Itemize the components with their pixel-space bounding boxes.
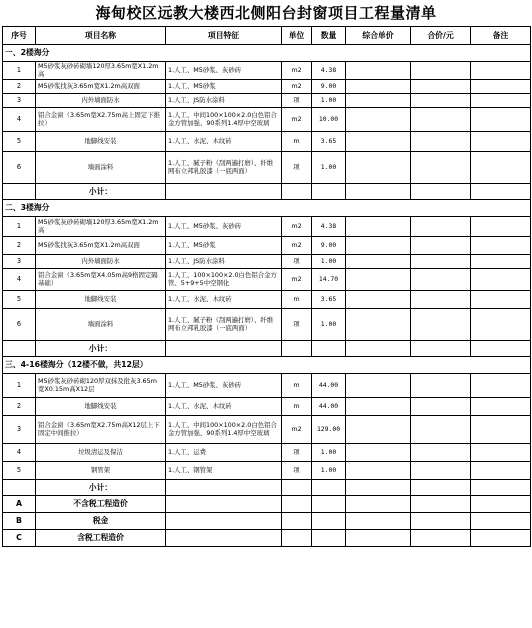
- row-unit: 项: [282, 94, 312, 108]
- table-body: [3, 27, 531, 547]
- row-amount: [411, 152, 471, 184]
- total-amount: [411, 513, 471, 530]
- row-remark: [471, 309, 531, 341]
- section-header-row: [3, 45, 531, 62]
- row-item-feature: 1.人工、M5砂浆、灰砂砖: [166, 217, 282, 237]
- row-quantity: 4.38: [312, 217, 346, 237]
- row-item-name: 地脚线安装: [36, 132, 166, 152]
- row-seq: 5: [3, 291, 36, 309]
- row-seq: 5: [3, 462, 36, 480]
- row-item-name: 钢管架: [36, 462, 166, 480]
- row-seq: 5: [3, 132, 36, 152]
- row-seq: 6: [3, 309, 36, 341]
- row-unit: m: [282, 374, 312, 398]
- row-amount: [411, 291, 471, 309]
- row-unit: m2: [282, 80, 312, 94]
- subtotal-feature: [166, 184, 282, 200]
- total-row: [3, 513, 531, 530]
- row-quantity: 1.00: [312, 462, 346, 480]
- subtotal-row: [3, 480, 531, 496]
- row-unit: 项: [282, 462, 312, 480]
- subtotal-feature: [166, 341, 282, 357]
- row-seq: 2: [3, 237, 36, 255]
- subtotal-label: 小计：: [36, 184, 166, 200]
- row-quantity: 14.70: [312, 269, 346, 291]
- row-unit: m: [282, 398, 312, 416]
- row-item-feature: 1.人工、腻子粉（刮两遍打磨）、纤维网布立邦乳胶漆（一底两面）: [166, 309, 282, 341]
- row-quantity: 1.00: [312, 152, 346, 184]
- table-row: [3, 462, 531, 480]
- row-seq: 4: [3, 444, 36, 462]
- row-unit-price: [346, 398, 411, 416]
- row-quantity: 3.65: [312, 132, 346, 152]
- subtotal-label: 小计：: [36, 341, 166, 357]
- subtotal-seq: [3, 184, 36, 200]
- row-seq: 1: [3, 62, 36, 80]
- row-seq: 6: [3, 152, 36, 184]
- row-quantity: 1.00: [312, 444, 346, 462]
- subtotal-remark: [471, 341, 531, 357]
- row-amount: [411, 62, 471, 80]
- row-unit: m2: [282, 237, 312, 255]
- row-item-feature: 1.人工、M5砂浆、灰砂砖: [166, 62, 282, 80]
- total-unit: [282, 530, 312, 547]
- row-unit-price: [346, 80, 411, 94]
- section-title: 一、2楼海分: [3, 45, 531, 62]
- total-qty: [312, 513, 346, 530]
- row-item-feature: 1.人工、中间100×100×2.0白色铝合金方管加强、90系列1.4厚中空玻璃: [166, 416, 282, 444]
- row-unit: 项: [282, 255, 312, 269]
- row-item-feature: 1.人工、腻子粉（刮两遍打磨）、纤维网布立邦乳胶漆（一底两面）: [166, 152, 282, 184]
- row-seq: 1: [3, 374, 36, 398]
- row-item-feature: 1.人工、JS防水涂料: [166, 94, 282, 108]
- row-seq: 4: [3, 269, 36, 291]
- row-quantity: 3.65: [312, 291, 346, 309]
- row-quantity: 44.00: [312, 374, 346, 398]
- subtotal-unit-price: [346, 341, 411, 357]
- subtotal-amount: [411, 184, 471, 200]
- row-unit: 项: [282, 152, 312, 184]
- row-unit-price: [346, 291, 411, 309]
- total-unit: [282, 496, 312, 513]
- row-item-name: 垃圾清运及保洁: [36, 444, 166, 462]
- row-unit-price: [346, 374, 411, 398]
- row-item-name: 地脚线安装: [36, 291, 166, 309]
- section-title: 二、3楼海分: [3, 200, 531, 217]
- row-unit-price: [346, 255, 411, 269]
- row-unit-price: [346, 444, 411, 462]
- total-label: 不含税工程造价: [36, 496, 166, 513]
- total-unit-price: [346, 496, 411, 513]
- subtotal-qty: [312, 480, 346, 496]
- row-amount: [411, 444, 471, 462]
- row-unit: 项: [282, 444, 312, 462]
- row-item-feature: 1.人工、运费: [166, 444, 282, 462]
- subtotal-feature: [166, 480, 282, 496]
- table-row: [3, 255, 531, 269]
- row-quantity: 1.00: [312, 94, 346, 108]
- row-unit: m2: [282, 217, 312, 237]
- row-amount: [411, 255, 471, 269]
- row-item-name: M5砂浆灰砂砖砌墙120厚3.65m宽X1.2m高: [36, 62, 166, 80]
- header-row: [3, 27, 531, 45]
- header-unit-price: 综合单价: [346, 27, 411, 45]
- row-unit-price: [346, 94, 411, 108]
- total-qty: [312, 530, 346, 547]
- row-amount: [411, 374, 471, 398]
- row-item-feature: 1.人工、水泥、木纹砖: [166, 398, 282, 416]
- row-quantity: 4.38: [312, 62, 346, 80]
- row-amount: [411, 217, 471, 237]
- row-remark: [471, 444, 531, 462]
- total-remark: [471, 513, 531, 530]
- total-label: 含税工程造价: [36, 530, 166, 547]
- row-item-feature: 1.人工、钢管架: [166, 462, 282, 480]
- total-unit: [282, 513, 312, 530]
- row-unit-price: [346, 132, 411, 152]
- row-unit-price: [346, 269, 411, 291]
- row-unit-price: [346, 217, 411, 237]
- subtotal-unit: [282, 341, 312, 357]
- row-remark: [471, 374, 531, 398]
- row-amount: [411, 309, 471, 341]
- row-item-name: 铝合金窗（3.65m宽X4.05m高9格固定隔基础）: [36, 269, 166, 291]
- table-row: [3, 309, 531, 341]
- row-remark: [471, 291, 531, 309]
- row-unit: m2: [282, 269, 312, 291]
- row-unit: m2: [282, 108, 312, 132]
- row-quantity: 10.00: [312, 108, 346, 132]
- row-amount: [411, 269, 471, 291]
- row-item-feature: 1.人工、M5砂浆、灰砂砖: [166, 374, 282, 398]
- row-unit: 项: [282, 309, 312, 341]
- total-remark: [471, 530, 531, 547]
- total-feature: [166, 496, 282, 513]
- total-row: [3, 496, 531, 513]
- subtotal-unit: [282, 480, 312, 496]
- row-unit-price: [346, 462, 411, 480]
- row-quantity: 9.00: [312, 237, 346, 255]
- row-item-name: 内外墙面防水: [36, 255, 166, 269]
- total-remark: [471, 496, 531, 513]
- row-seq: 4: [3, 108, 36, 132]
- total-seq: C: [3, 530, 36, 547]
- subtotal-remark: [471, 184, 531, 200]
- row-remark: [471, 132, 531, 152]
- row-amount: [411, 462, 471, 480]
- row-quantity: 1.00: [312, 255, 346, 269]
- row-seq: 3: [3, 94, 36, 108]
- row-amount: [411, 108, 471, 132]
- row-item-name: M5砂浆找灰3.65m宽X1.2m高双面: [36, 80, 166, 94]
- table-row: [3, 80, 531, 94]
- total-unit-price: [346, 530, 411, 547]
- row-quantity: 44.00: [312, 398, 346, 416]
- header-seq: 序号: [3, 27, 36, 45]
- total-feature: [166, 513, 282, 530]
- row-unit-price: [346, 108, 411, 132]
- table-row: [3, 269, 531, 291]
- table-row: [3, 108, 531, 132]
- row-unit: m2: [282, 62, 312, 80]
- row-item-name: M5砂浆灰砂砖砌120厚双抹及批灰3.65m宽X0.15m高X12层: [36, 374, 166, 398]
- row-seq: 2: [3, 80, 36, 94]
- row-item-feature: 1.人工、100×100×2.0白色铝合金方管、5+9+5中空钢化: [166, 269, 282, 291]
- row-item-name: 地脚线安装: [36, 398, 166, 416]
- subtotal-unit-price: [346, 184, 411, 200]
- sheet-title: 海甸校区远教大楼西北侧阳台封窗项目工程量清单: [95, 4, 437, 22]
- subtotal-row: [3, 184, 531, 200]
- header-name: 项目名称: [36, 27, 166, 45]
- row-item-name: M5砂浆找灰3.65m宽X1.2m高双面: [36, 237, 166, 255]
- subtotal-unit-price: [346, 480, 411, 496]
- quantities-table: [2, 26, 531, 547]
- table-row: [3, 416, 531, 444]
- total-unit-price: [346, 513, 411, 530]
- row-unit: m: [282, 291, 312, 309]
- row-item-name: 内外墙面防水: [36, 94, 166, 108]
- row-seq: 3: [3, 255, 36, 269]
- row-unit-price: [346, 62, 411, 80]
- table-row: [3, 237, 531, 255]
- header-unit: 单位: [282, 27, 312, 45]
- header-feature: 项目特征: [166, 27, 282, 45]
- row-item-name: 铝合金窗（3.65m宽X2.75m高X12层上下固定中间推拉）: [36, 416, 166, 444]
- table-row: [3, 374, 531, 398]
- row-remark: [471, 108, 531, 132]
- row-item-name: 墙面涂料: [36, 152, 166, 184]
- row-amount: [411, 94, 471, 108]
- table-row: [3, 94, 531, 108]
- row-amount: [411, 416, 471, 444]
- row-seq: 2: [3, 398, 36, 416]
- subtotal-unit: [282, 184, 312, 200]
- row-item-name: M5砂浆灰砂砖砌墙120厚3.65m宽X1.2m高: [36, 217, 166, 237]
- row-item-feature: 1.人工、水泥、木纹砖: [166, 132, 282, 152]
- total-row: [3, 530, 531, 547]
- header-amount: 合价/元: [411, 27, 471, 45]
- total-qty: [312, 496, 346, 513]
- row-item-feature: 1.人工、中间100×100×2.0白色铝合金方管加强、90系列1.4厚中空玻璃: [166, 108, 282, 132]
- row-unit-price: [346, 152, 411, 184]
- row-remark: [471, 255, 531, 269]
- subtotal-seq: [3, 341, 36, 357]
- row-remark: [471, 416, 531, 444]
- row-item-feature: 1.人工、M5砂浆: [166, 80, 282, 94]
- subtotal-qty: [312, 341, 346, 357]
- row-unit: m: [282, 132, 312, 152]
- row-remark: [471, 462, 531, 480]
- row-remark: [471, 217, 531, 237]
- table-row: [3, 398, 531, 416]
- row-item-feature: 1.人工、水泥、木纹砖: [166, 291, 282, 309]
- section-header-row: [3, 357, 531, 374]
- row-seq: 1: [3, 217, 36, 237]
- row-unit-price: [346, 237, 411, 255]
- row-unit-price: [346, 416, 411, 444]
- total-amount: [411, 496, 471, 513]
- row-seq: 3: [3, 416, 36, 444]
- section-title: 三、4-16楼海分（12楼不做，共12层）: [3, 357, 531, 374]
- section-header-row: [3, 200, 531, 217]
- total-seq: A: [3, 496, 36, 513]
- bill-of-quantities-sheet: [2, 0, 530, 547]
- total-feature: [166, 530, 282, 547]
- row-quantity: 1.00: [312, 309, 346, 341]
- row-remark: [471, 152, 531, 184]
- subtotal-row: [3, 341, 531, 357]
- subtotal-qty: [312, 184, 346, 200]
- subtotal-seq: [3, 480, 36, 496]
- row-item-name: 墙面涂料: [36, 309, 166, 341]
- row-amount: [411, 132, 471, 152]
- table-row: [3, 444, 531, 462]
- row-remark: [471, 398, 531, 416]
- header-remark: 备注: [471, 27, 531, 45]
- row-amount: [411, 398, 471, 416]
- row-item-feature: 1.人工、M5砂浆: [166, 237, 282, 255]
- row-unit: m2: [282, 416, 312, 444]
- table-row: [3, 217, 531, 237]
- row-remark: [471, 269, 531, 291]
- row-unit-price: [346, 309, 411, 341]
- row-amount: [411, 80, 471, 94]
- subtotal-amount: [411, 480, 471, 496]
- row-item-name: 铝合金窗（3.65m宽X2.75m高上固定下推拉）: [36, 108, 166, 132]
- row-amount: [411, 237, 471, 255]
- row-quantity: 129.00: [312, 416, 346, 444]
- subtotal-amount: [411, 341, 471, 357]
- total-seq: B: [3, 513, 36, 530]
- total-label: 税金: [36, 513, 166, 530]
- row-quantity: 9.00: [312, 80, 346, 94]
- total-amount: [411, 530, 471, 547]
- table-row: [3, 291, 531, 309]
- row-remark: [471, 80, 531, 94]
- row-remark: [471, 94, 531, 108]
- row-item-feature: 1.人工、JS防水涂料: [166, 255, 282, 269]
- subtotal-remark: [471, 480, 531, 496]
- subtotal-label: 小计：: [36, 480, 166, 496]
- table-row: [3, 132, 531, 152]
- table-row: [3, 152, 531, 184]
- table-row: [3, 62, 531, 80]
- header-qty: 数量: [312, 27, 346, 45]
- row-remark: [471, 62, 531, 80]
- row-remark: [471, 237, 531, 255]
